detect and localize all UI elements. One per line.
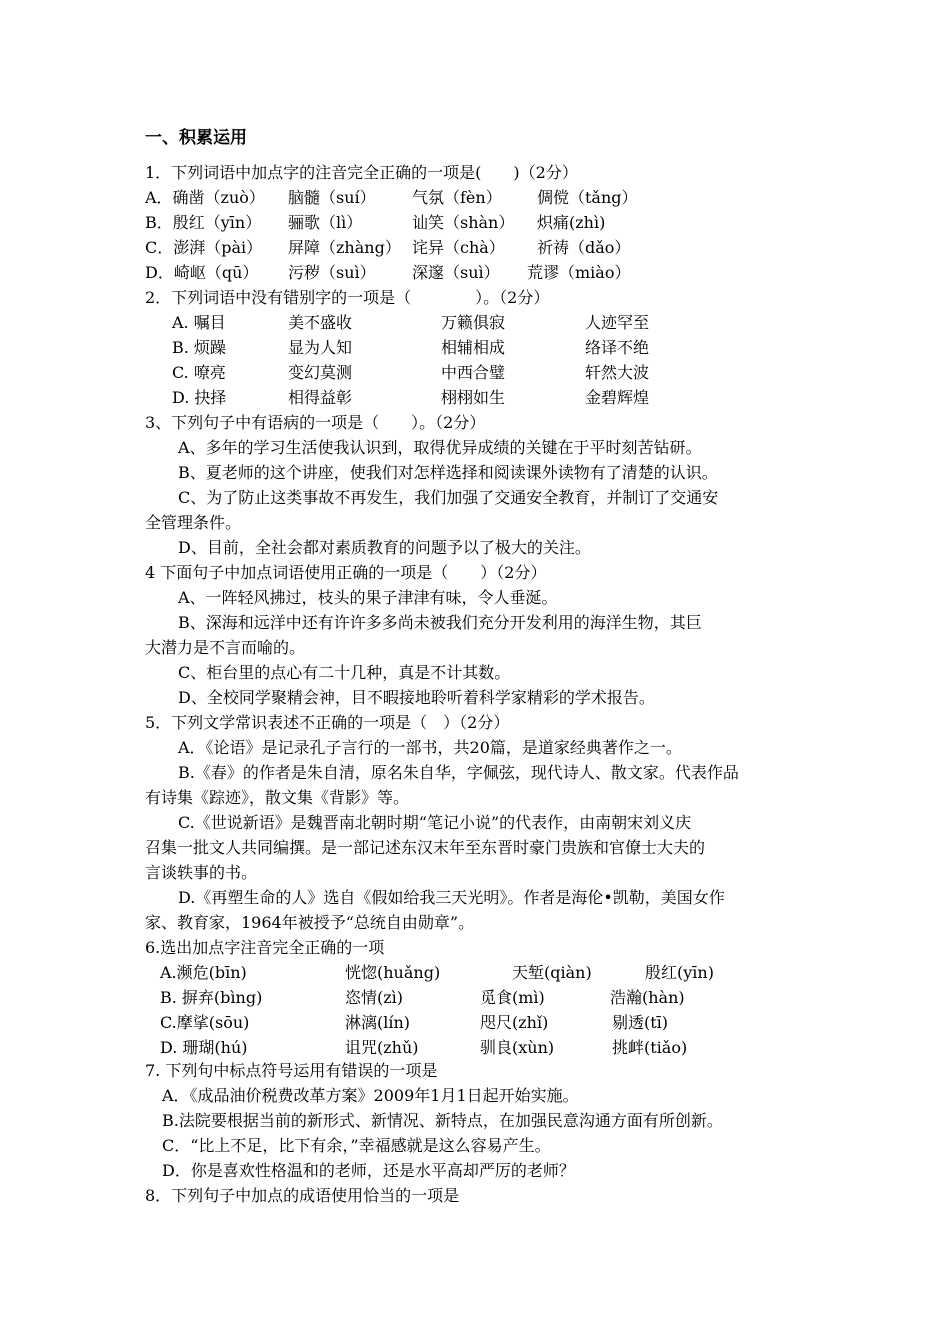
q5-option-d-line-2: 家、教育家，1964年被授予“总统自由勋章”。	[145, 913, 475, 932]
q8-stem: 8．下列句子中加点的成语使用恰当的一项是	[145, 1186, 460, 1205]
q2-a-word-4: 人迹罕至	[585, 313, 650, 332]
q6-c-word-3: 咫尺(zhǐ)	[480, 1013, 549, 1032]
q6-c-word-4: 剔透(tī)	[612, 1013, 669, 1032]
section-title: 一、积累运用	[145, 128, 247, 148]
q6-b-word-4: 浩瀚(hàn)	[610, 988, 685, 1007]
q5-option-b-line-2: 有诗集《踪迹》，散文集《背影》等。	[145, 788, 410, 807]
q7-stem: 7. 下列句中标点符号运用有错误的一项是	[145, 1061, 438, 1080]
q4-option-a: A、一阵轻风拂过，枝头的果子津津有味，令人垂涎。	[178, 588, 558, 607]
q5-option-c-line-3: 言谈轶事的书。	[145, 863, 258, 882]
q6-a-word-1: A.濒危(bīn)	[160, 963, 247, 982]
q6-b-word-1: B. 摒弃(bìng)	[160, 988, 263, 1007]
q1-a-word-3: 气氛（fèn）	[412, 188, 502, 207]
q1-b-word-3: 讪笑（shàn）	[412, 213, 515, 232]
q7-option-c: C．“比上不足，比下有余，”幸福感就是这么容易产生。	[162, 1136, 551, 1155]
q1-c-word-2: 屏障（zhàng）	[288, 238, 401, 257]
q6-stem: 6.选出加点字注音完全正确的一项	[145, 938, 385, 957]
q2-a-word-2: 美不盛收	[288, 313, 353, 332]
q1-c-word-1: C．澎湃（pài）	[145, 238, 263, 257]
q4-option-c: C、柜台里的点心有二十几种，真是不计其数。	[178, 663, 511, 682]
q6-a-word-2: 恍惚(huǎng)	[345, 963, 441, 982]
q4-option-d: D、全校同学聚精会神，目不暇接地聆听着科学家精彩的学术报告。	[178, 688, 655, 707]
q6-c-word-2: 淋漓(lín)	[345, 1013, 411, 1032]
q1-a-word-4: 倜傥（tǎng）	[537, 188, 638, 207]
q7-option-d: D．你是喜欢性格温和的老师，还是水平高却严厉的老师？	[162, 1161, 575, 1180]
q3-option-c-line-2: 全管理条件。	[145, 513, 242, 532]
q1-b-word-1: B．殷红（yīn）	[145, 213, 262, 232]
q1-d-word-4: 荒谬（miào）	[527, 263, 631, 282]
q2-b-word-4: 络译不绝	[585, 338, 650, 357]
q3-option-d: D、目前，全社会都对素质教育的问题予以了极大的关注。	[178, 538, 591, 557]
q1-d-word-3: 深邃（suì）	[412, 263, 500, 282]
q6-a-word-4: 殷红(yīn)	[645, 963, 714, 982]
q2-c-word-2: 变幻莫测	[288, 363, 353, 382]
q6-d-word-1: D. 珊瑚(hú)	[160, 1038, 248, 1057]
q1-b-word-4: 炽痛(zhì)	[537, 213, 606, 232]
q2-c-word-1: C. 嘹亮	[172, 363, 226, 382]
q2-a-word-3: 万籁俱寂	[441, 313, 506, 332]
q5-option-b-line-1: B.《春》的作者是朱自清，原名朱自华，字佩弦，现代诗人、散文家。代表作品	[178, 763, 739, 782]
q7-option-a: A．《成品油价税费改革方案》2009年1月1日起开始实施。	[162, 1086, 579, 1105]
q6-d-word-4: 挑衅(tiǎo)	[612, 1038, 688, 1057]
q1-a-word-1: A．确凿（zuò）	[145, 188, 265, 207]
q6-c-word-1: C.摩挲(sōu)	[160, 1013, 250, 1032]
q6-b-word-3: 觅食(mì)	[480, 988, 545, 1007]
q2-c-word-3: 中西合璧	[441, 363, 506, 382]
q1-d-word-1: D．崎岖（qū）	[145, 263, 259, 282]
q5-option-c-line-1: C.《世说新语》是魏晋南北朝时期“笔记小说”的代表作，由南朝宋刘义庆	[178, 813, 692, 832]
q3-option-b: B、夏老师的这个讲座，使我们对怎样选择和阅读课外读物有了清楚的认识。	[178, 463, 718, 482]
q2-stem: 2．下列词语中没有错别字的一项是（ ）。（2分）	[145, 288, 550, 307]
q5-stem: 5．下列文学常识表述不正确的一项是（ ）（2分）	[145, 713, 510, 732]
q3-stem: 3、下列句子中有语病的一项是（ ）。（2分）	[145, 413, 486, 432]
q5-option-d-line-1: D.《再塑生命的人》选自《假如给我三天光明》。作者是海伦•凯勒，美国女作	[178, 888, 725, 907]
q2-b-word-2: 显为人知	[288, 338, 353, 357]
q2-b-word-3: 相辅相成	[441, 338, 506, 357]
q6-a-word-3: 天堑(qiàn)	[512, 963, 592, 982]
q2-d-word-1: D. 抉择	[172, 388, 227, 407]
q6-b-word-2: 恣情(zì)	[345, 988, 404, 1007]
q3-option-c-line-1: C、为了防止这类事故不再发生，我们加强了交通安全教育，并制订了交通安	[178, 488, 719, 507]
q1-stem: 1．下列词语中加点字的注音完全正确的一项是( )（2分）	[145, 163, 578, 182]
q5-option-a: A．《论语》是记录孔子言行的一部书，共20篇，是道家经典著作之一。	[178, 738, 682, 757]
q6-d-word-2: 诅咒(zhǔ)	[345, 1038, 419, 1057]
q1-c-word-3: 诧异（chà）	[412, 238, 505, 257]
q2-b-word-1: B. 烦躁	[172, 338, 226, 357]
q1-d-word-2: 污秽（suì）	[288, 263, 376, 282]
q7-option-b: B.法院要根据当前的新形式、新情况、新特点，在加强民意沟通方面有所创新。	[162, 1111, 723, 1130]
q1-c-word-4: 祈祷（dǎo）	[537, 238, 631, 257]
q5-option-c-line-2: 召集一批文人共同编撰。是一部记述东汉末年至东晋时豪门贵族和官僚士大夫的	[145, 838, 706, 857]
q2-d-word-4: 金碧辉煌	[585, 388, 650, 407]
q1-b-word-2: 骊歌（lì）	[288, 213, 363, 232]
q3-option-a: A、多年的学习生活使我认识到，取得优异成绩的关键在于平时刻苦钻研。	[178, 438, 702, 457]
q2-c-word-4: 轩然大波	[585, 363, 650, 382]
q2-d-word-2: 相得益彰	[288, 388, 353, 407]
q6-d-word-3: 驯良(xùn)	[480, 1038, 555, 1057]
q2-a-word-1: A. 嘱目	[172, 313, 226, 332]
q1-a-word-2: 脑髓（suí）	[288, 188, 376, 207]
q4-option-b-line-2: 大潜力是不言而喻的。	[145, 638, 306, 657]
q2-d-word-3: 栩栩如生	[441, 388, 506, 407]
q4-stem: 4 下面句子中加点词语使用正确的一项是（ ）（2分）	[145, 563, 547, 582]
q4-option-b-line-1: B、深海和远洋中还有许许多多尚未被我们充分开发利用的海洋生物，其巨	[178, 613, 702, 632]
